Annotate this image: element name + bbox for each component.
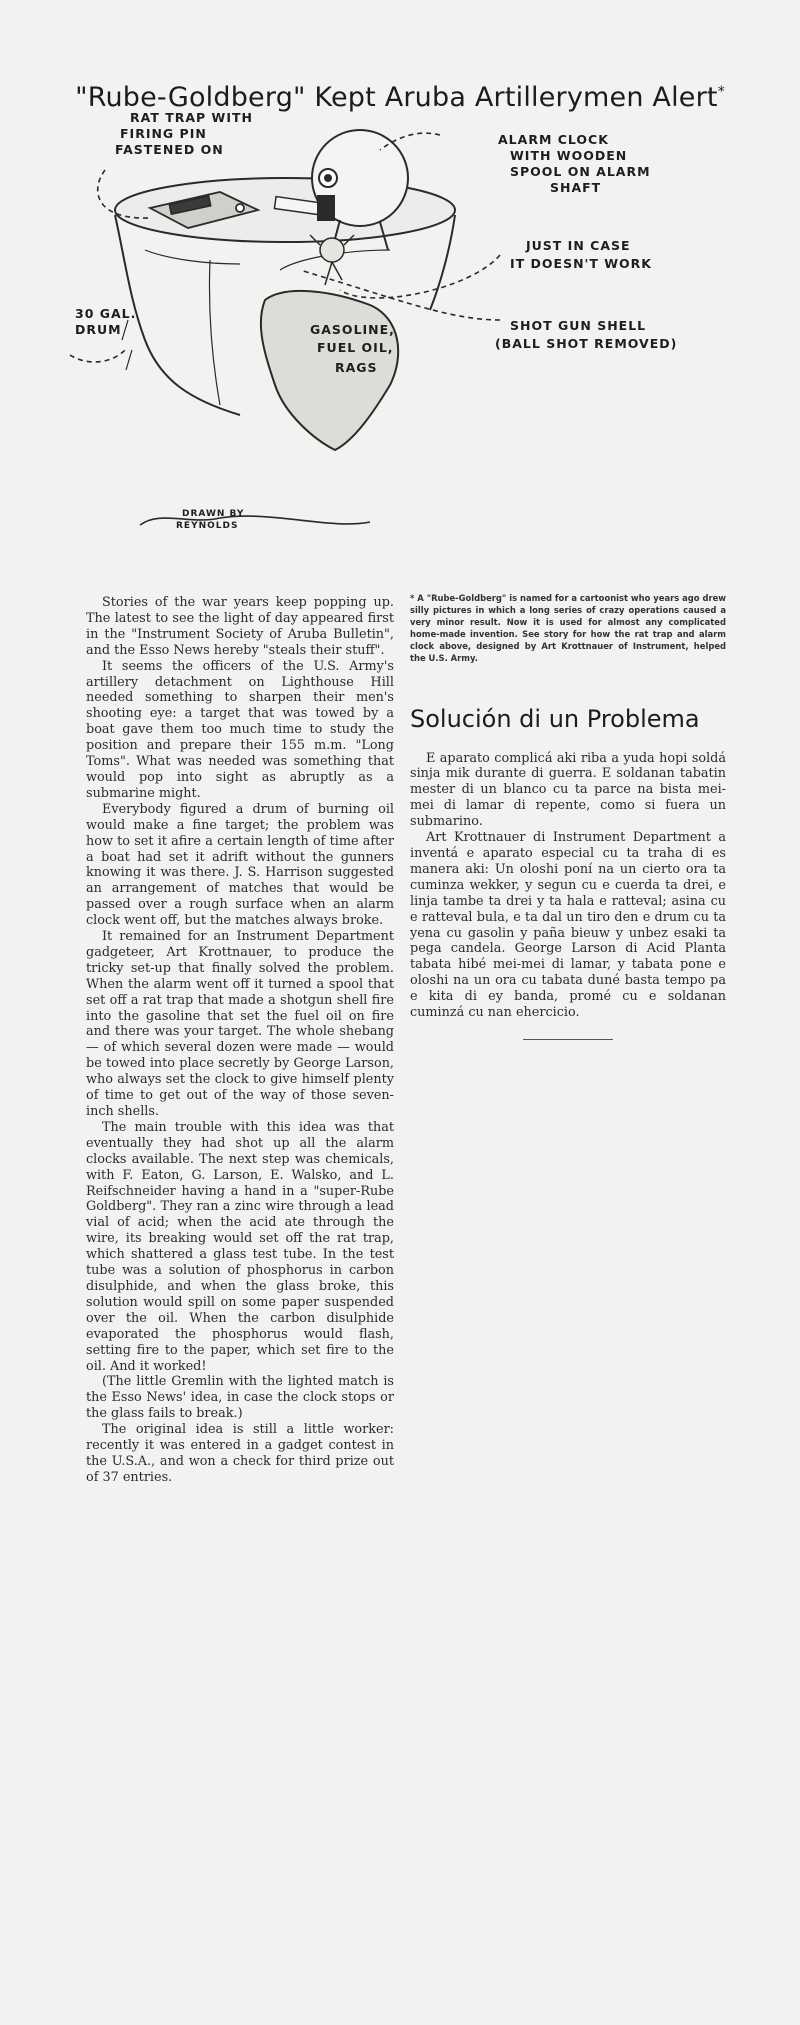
fuel-splash (261, 291, 398, 450)
body-paragraph: Stories of the war years keep popping up. The latest to see the light of day appeared first in the "Instrument Society of Aruba Bulletin", and the Esso News hereby "steals their stuff". (86, 595, 394, 658)
footnote-mark: * (717, 84, 725, 100)
label-rat-trap-2: FIRING PIN (120, 126, 207, 141)
body-paragraph: It remained for an Instrument Department gadgeteer, Art Krottnauer, to produce the tricky set-up that finally solved the problem. When the alarm went off it turned a spool that set off a rat trap that made a shotgun shell fire into the gasoline that set the fuel oil on fire and there was your target. The whole shebang — of which several dozen were made — would be towed into place secretly by George Larson, who always set the clock to give himself plenty of time to get out of the way of those seven-inch shells. (86, 929, 394, 1119)
label-signature-1: DRAWN BY (182, 509, 245, 519)
solucion-heading: Solución di un Problema (410, 704, 700, 733)
body-paragraph: It seems the officers of the U.S. Army's artillery detachment on Lighthouse Hill needed something to sharpen their men's shooting eye: a target that was towed by a boat gave them too much time to study the position and prepare their 155 m.m. "Long Toms". What was needed was something that would pop into sight as abruptly as a submarine might. (86, 658, 394, 801)
gremlin-drawing (310, 235, 354, 285)
label-alarm-3: SPOOL ON ALARM (510, 164, 651, 179)
solucion-body (410, 751, 726, 1021)
body-paragraph: Everybody figured a drum of burning oil would make a fine target; the problem was how to set it afire a certain length of time after a boat had set it adrift without the gunners knowing it was there. J. S. Harrison suggested an arrangement of matches that would be passed over a rough surface when an alarm clock went off, but the matches always broke. (86, 801, 394, 929)
label-gas-2: FUEL OIL, (317, 340, 394, 355)
label-rat-trap-3: FASTENED ON (115, 142, 224, 157)
footnote: * A "Rube-Goldberg" is named for a cartoonist who years ago drew silly pictures in which a long series of crazy operations caused a very minor result. Now it is used for almost any complicated home-made invention. See story for how the rat trap and alarm clock above, designed by Art Krottnauer of Instrument, helped the U.S. Army. (410, 593, 726, 664)
label-rat-trap-1: RAT TRAP WITH (130, 110, 253, 125)
label-case-2: IT DOESN'T WORK (510, 256, 652, 271)
ground-line (140, 516, 370, 525)
solucion-paragraph: E aparato complicá aki riba a yuda hopi soldá sinja mik durante di guerra. E soldanan tabatin mester di un blanco cu ta parce na bista mei-mei di lamar di repente, como si fuera un submarino. (410, 750, 726, 830)
right-column (410, 592, 726, 1040)
section-divider (523, 1039, 613, 1040)
label-case-1: JUST IN CASE (526, 238, 631, 253)
label-alarm-4: SHAFT (550, 180, 602, 195)
solucion-paragraph: Art Krottnauer di Instrument Department a inventá e aparato especial cu ta traha di es manera aki: Un oloshi poní na un cierto ora ta cuminza wekker, y segun cu e cuerda ta drei, e linja tambe ta drei y ta hala e ratteval; asina cu e ratteval bula, e ta dal un tiro den e drum cu ta yena cu gasolin y paña bieuw y unbez esaki ta pega candela. George Larson di Acid Planta tabata hibé mei-mei di lamar, y tabata pone e oloshi na un ora cu tabata duné basta tempo pa e kita di ey banda, promé cu e soldanan cuminzá cu nan ehercicio. (410, 830, 726, 1021)
label-drum-2: DRUM (75, 322, 122, 337)
article-title-text: "Rube-Goldberg" Kept Aruba Artillerymen Alert (75, 82, 718, 113)
body-paragraph: (The little Gremlin with the lighted match is the Esso News' idea, in case the clock stops or the glass fails to break.) (86, 1374, 394, 1422)
label-gas-3: RAGS (335, 360, 378, 375)
body-paragraph: The main trouble with this idea was that eventually they had shot up all the alarm clocks available. The next step was chemicals, with F. Eaton, G. Larson, E. Walsko, and L. Reifschneider having a hand in a "super-Rube Goldberg". They ran a zinc wire through a lead vial of acid; when the acid ate through the wire, its breaking would set off the rat trap, which shattered a glass test tube. In the test tube was a solution of phosphorus in carbon disulphide, and when the glass broke, this solution would spill on some paper suspended over the oil. When the carbon disulphide evaporated the phosphorus would flash, setting fire to the paper, which set fire to the oil. And it worked! (86, 1119, 394, 1374)
label-signature-2: REYNOLDS (176, 521, 239, 531)
label-gas-1: GASOLINE, (310, 322, 395, 337)
rube-goldberg-illustration (70, 110, 750, 560)
body-paragraph: The original idea is still a little worker: recently it was entered in a gadget contest in the U.S.A., and won a check for third prize out of 37 entries. (86, 1422, 394, 1485)
article-title (0, 82, 800, 113)
label-shell-1: SHOT GUN SHELL (510, 318, 647, 333)
label-shell-2: (BALL SHOT REMOVED) (495, 336, 678, 351)
label-drum-1: 30 GAL. (75, 306, 137, 321)
article-body (86, 595, 394, 1486)
label-alarm-1: ALARM CLOCK (498, 132, 609, 147)
contraption-drawing (70, 110, 750, 560)
label-alarm-2: WITH WOODEN (510, 148, 628, 163)
